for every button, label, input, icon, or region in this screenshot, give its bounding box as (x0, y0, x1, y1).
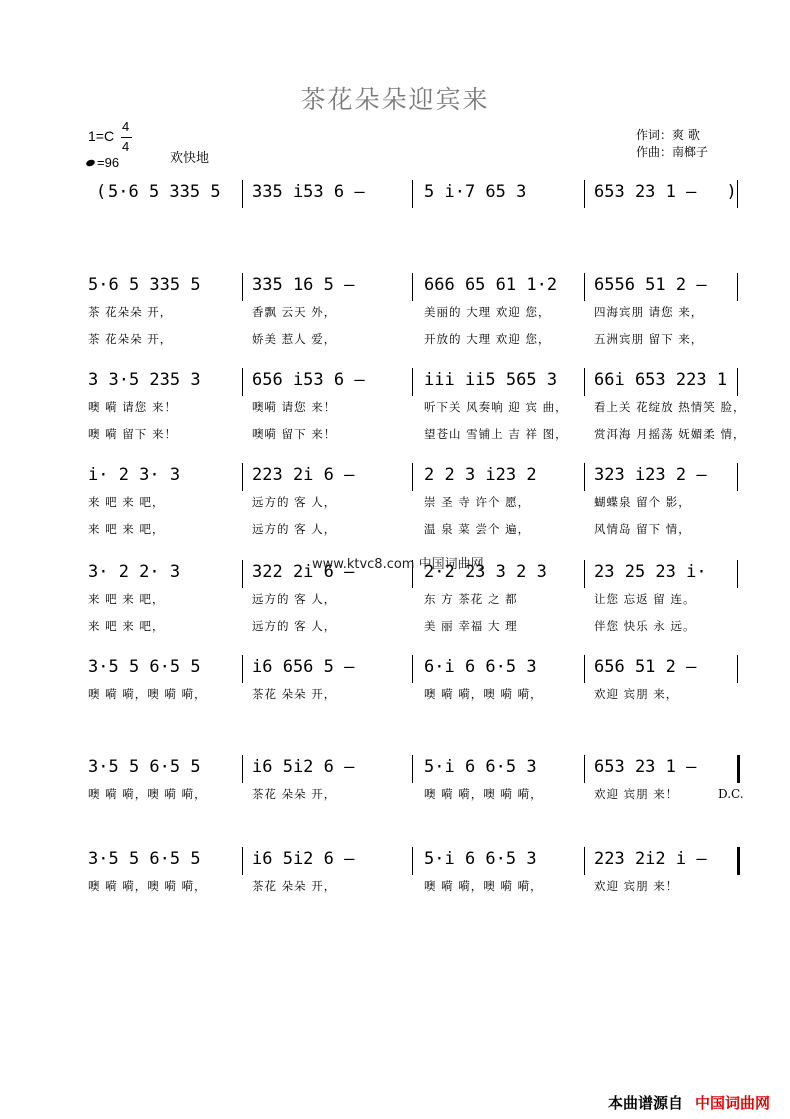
measure-notes: 6·i 6 6·5 3 (424, 657, 537, 677)
lyric-verse-1: 噢 嗬 嗬，噢 嗬 嗬， (424, 879, 543, 893)
footer-source-label: 本曲谱源自 (607, 1094, 683, 1112)
bar-line (412, 755, 413, 783)
end-bar-line (737, 560, 738, 588)
bar-line (584, 368, 585, 396)
bar-line (412, 273, 413, 301)
lyric-verse-1: 噢 嗬 嗬，噢 嗬 嗬， (424, 687, 543, 701)
measure-notes: 3· 2 2· 3 (88, 562, 181, 582)
measure-notes: 5 i·7 65 3 (424, 182, 527, 202)
bar-line (242, 180, 243, 208)
lyric-verse-1: 香飘 云天 外， (252, 305, 337, 319)
lyric-verse-2: 噢 嗬 留下 来！ (88, 427, 177, 441)
bar-line (584, 463, 585, 491)
bar-line (412, 368, 413, 396)
measure-notes: 66i 653 223 1 (594, 370, 728, 390)
end-bar-line (737, 180, 738, 208)
measure-notes: 3·5 5 6·5 5 (88, 657, 201, 677)
measure-notes: 2 2 3 i23 2 (424, 465, 537, 485)
end-bar-line (737, 463, 738, 491)
lyric-verse-1: 看上关 花绽放 热情笑 脸， (594, 400, 746, 414)
lyric-verse-2: 远方的 客 人， (252, 522, 337, 536)
measure-notes: 335 i53 6 – (252, 182, 365, 202)
bar-line (242, 463, 243, 491)
bar-line (584, 847, 585, 875)
footer-site-name: 中国词曲网 (694, 1094, 770, 1112)
bar-line (242, 560, 243, 588)
measure-notes: 3 3·5 235 3 (88, 370, 201, 390)
lyric-verse-1: 茶 花朵朵 开， (88, 305, 173, 319)
key-signature: 1=C (88, 128, 115, 144)
measure-notes: 656 i53 6 – (252, 370, 365, 390)
bar-line (412, 655, 413, 683)
measure-notes: 653 23 1 – (594, 757, 697, 777)
measure-notes: i6 5i2 6 – (252, 757, 355, 777)
lyric-verse-2: 茶 花朵朵 开， (88, 332, 173, 346)
lyric-verse-1: 来 吧 来 吧， (88, 495, 165, 509)
measure-notes: 653 23 1 – (594, 182, 697, 202)
measure-notes: 5·i 6 6·5 3 (424, 849, 537, 869)
lyric-verse-1: 噢 嗬 嗬，噢 嗬 嗬， (88, 687, 207, 701)
measure-notes: 666 65 61 1·2 (424, 275, 558, 295)
watermark-text: www.ktvc8.com 中国词曲网 (312, 557, 484, 572)
end-bar-line (737, 755, 740, 783)
measure-notes: i· 2 3· 3 (88, 465, 181, 485)
lyric-verse-2: 来 吧 来 吧， (88, 522, 165, 536)
measure-notes: i6 5i2 6 – (252, 849, 355, 869)
bar-line (584, 655, 585, 683)
measure-notes: 322 2i 6 – (252, 562, 355, 582)
lyric-verse-2: 风情岛 留下 情， (594, 522, 691, 536)
bar-line (242, 273, 243, 301)
lyric-verse-1: 远方的 客 人， (252, 592, 337, 606)
lyric-verse-2: 赏洱海 月摇荡 妩媚柔 情， (594, 427, 746, 441)
measure-notes: 223 2i2 i – (594, 849, 707, 869)
lyric-verse-1: 欢迎 宾朋 来！ (594, 879, 679, 893)
end-bar-line (737, 655, 738, 683)
lyric-verse-1: 噢 嗬 嗬，噢 嗬 嗬， (88, 879, 207, 893)
lyric-verse-2: 温 泉 菜 尝个 遍， (424, 522, 531, 536)
footer-source (608, 1092, 770, 1113)
bar-line (412, 847, 413, 875)
lyric-verse-2: 来 吧 来 吧， (88, 619, 165, 633)
bar-line (412, 180, 413, 208)
end-bar-line (737, 273, 738, 301)
lyric-verse-2: 伴您 快乐 永 远。 (594, 619, 696, 633)
lyric-verse-1: 崇 圣 寺 许个 愿， (424, 495, 531, 509)
bar-line (242, 655, 243, 683)
measure-notes: 23 25 23 i· (594, 562, 707, 582)
bar-line (412, 463, 413, 491)
lyric-verse-1: 欢迎 宾朋 来， (594, 687, 679, 701)
end-bar-line (737, 847, 740, 875)
bar-line (242, 368, 243, 396)
tempo-marking: =96 (97, 155, 120, 170)
measure-notes: 3·5 5 6·5 5 (88, 849, 201, 869)
lyric-verse-2: 娇美 惹人 爱， (252, 332, 337, 346)
lyric-verse-1: 噢 嗬 请您 来！ (88, 400, 177, 414)
measure-notes: i6 656 5 – (252, 657, 355, 677)
lyric-verse-1: 噢嗬 请您 来！ (252, 400, 337, 414)
lyric-verse-1: 四海宾朋 请您 来， (594, 305, 704, 319)
song-title: 茶花朵朵迎宾来 (300, 85, 490, 114)
lyric-verse-1: 听下关 风奏响 迎 宾 曲， (424, 400, 568, 414)
bar-line (584, 180, 585, 208)
lyric-verse-2: 五洲宾朋 留下 来， (594, 332, 704, 346)
end-bar-line (737, 368, 738, 396)
repeat-open-paren: ( (98, 182, 105, 202)
lyric-verse-1: 茶花 朵朵 开， (252, 879, 337, 893)
quarter-note-icon (85, 159, 96, 168)
time-signature-top: 4 (122, 119, 130, 134)
measure-notes: 5·6 5 335 5 (108, 182, 221, 202)
mood-marking: 欢快地 (170, 151, 210, 166)
lyric-verse-1: 噢 嗬 嗬，噢 嗬 嗬， (424, 787, 543, 801)
measure-notes: 6556 51 2 – (594, 275, 707, 295)
bar-line (584, 755, 585, 783)
lyric-verse-2: 远方的 客 人， (252, 619, 337, 633)
lyric-verse-1: 茶花 朵朵 开， (252, 787, 337, 801)
measure-notes: 335 16 5 – (252, 275, 355, 295)
lyric-verse-1: 美丽的 大理 欢迎 您， (424, 305, 551, 319)
repeat-close-paren: ) (728, 182, 735, 202)
measure-notes: 5·i 6 6·5 3 (424, 757, 537, 777)
bar-line (242, 755, 243, 783)
bar-line (242, 847, 243, 875)
lyric-verse-1: 蝴蝶泉 留个 影， (594, 495, 691, 509)
composer-credit: 作曲：南榔子 (636, 145, 709, 159)
lyric-verse-1: 来 吧 来 吧， (88, 592, 165, 606)
lyric-verse-1: 茶花 朵朵 开， (252, 687, 337, 701)
bar-line (584, 273, 585, 301)
measure-notes: 5·6 5 335 5 (88, 275, 201, 295)
lyric-verse-1: 噢 嗬 嗬，噢 嗬 嗬， (88, 787, 207, 801)
bar-line (584, 560, 585, 588)
lyric-verse-1: 东 方 茶花 之 都 (424, 592, 518, 606)
lyric-verse-2: 开放的 大理 欢迎 您， (424, 332, 551, 346)
lyric-verse-2: 望苍山 雪铺上 吉 祥 图， (424, 427, 568, 441)
measure-notes: 656 51 2 – (594, 657, 697, 677)
lyric-verse-1: 欢迎 宾朋 来！ (594, 787, 679, 801)
time-signature-bottom: 4 (122, 139, 130, 154)
lyric-verse-2: 美 丽 幸福 大 理 (424, 619, 518, 633)
lyricist-credit: 作词：爽 歌 (636, 128, 700, 142)
lyric-verse-1: 远方的 客 人， (252, 495, 337, 509)
lyric-verse-2: 噢嗬 留下 来！ (252, 427, 337, 441)
lyric-verse-1: 让您 忘返 留 连。 (594, 592, 696, 606)
measure-notes: 3·5 5 6·5 5 (88, 757, 201, 777)
da-capo-marking: D.C. (718, 787, 744, 801)
measure-notes: 223 2i 6 – (252, 465, 355, 485)
measure-notes: 2·2 23 3 2 3 (424, 562, 547, 582)
measure-notes: iii ii5 565 3 (424, 370, 558, 390)
measure-notes: 323 i23 2 – (594, 465, 707, 485)
